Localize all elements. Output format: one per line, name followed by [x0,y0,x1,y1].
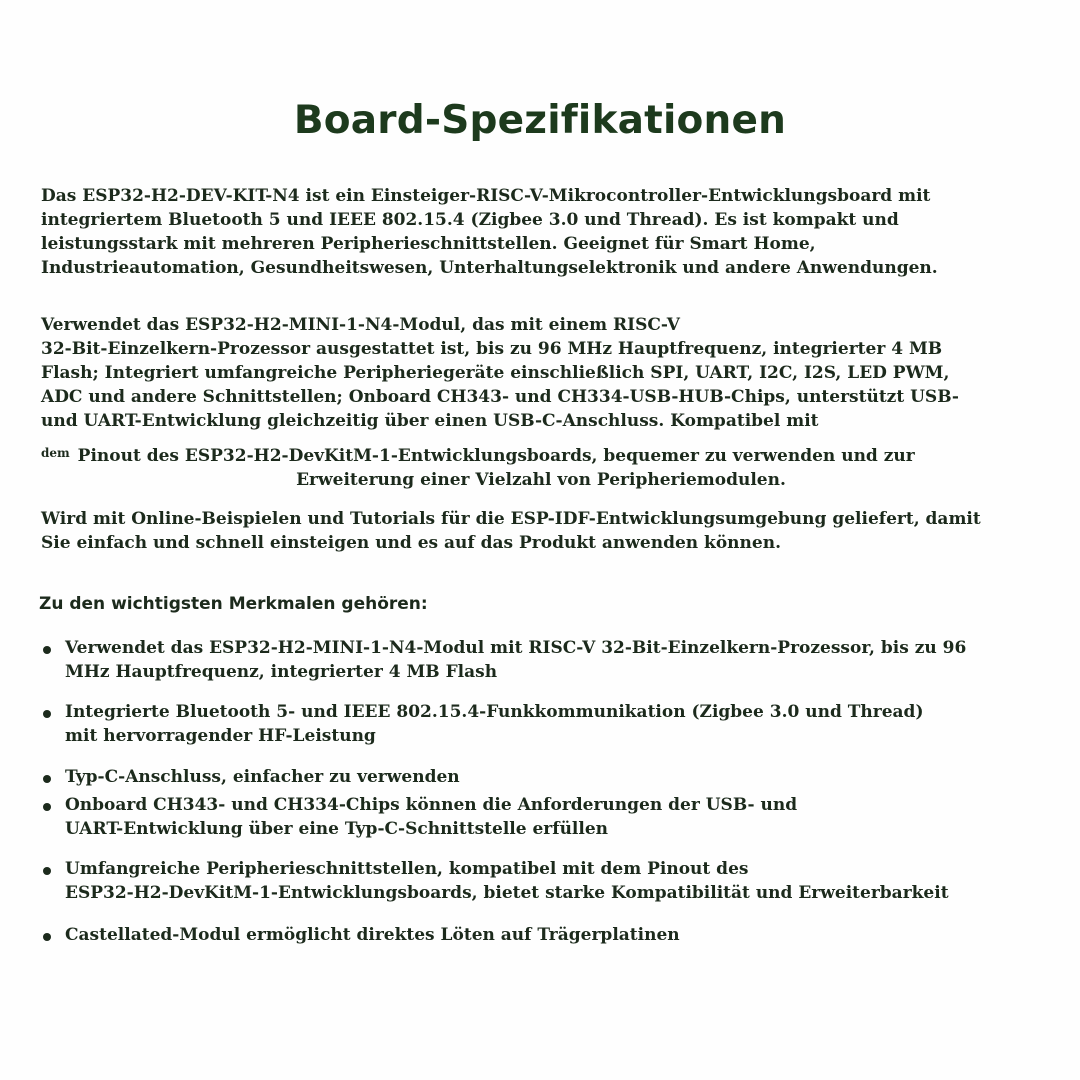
intro-paragraph [41,184,1051,280]
feature-line: Umfangreiche Peripherieschnittstellen, kompatibel mit dem Pinout des [65,859,749,879]
module-line: Verwendet das ESP32-H2-MINI-1-N4-Modul, das mit einem RISC-V [41,315,680,335]
module-line-centered: Erweiterung einer Vielzahl von Peripheriemodulen. [296,470,786,490]
tutorial-line: Wird mit Online-Beispielen und Tutorials für die ESP-IDF-Entwicklungsumgebung geliefert, damit [41,509,981,529]
module-line [41,441,1051,468]
bullet-icon [43,867,51,875]
feature-line: ESP32-H2-DevKitM-1-Entwicklungsboards, bietet starke Kompatibilität und Erweiterbarkeit [65,883,949,903]
page-title: Board-Spezifikationen [293,98,787,143]
intro-line: Das ESP32-H2-DEV-KIT-N4 ist ein Einsteiger-RISC-V-Mikrocontroller-Entwicklungsboard mit [41,186,931,206]
feature-line: Castellated-Modul ermöglicht direktes Löten auf Trägerplatinen [65,925,680,945]
bullet-icon [43,803,51,811]
feature-line: Verwendet das ESP32-H2-MINI-1-N4-Modul mit RISC-V 32-Bit-Einzelkern-Prozessor, bis zu 96 [65,638,967,658]
module-line: und UART-Entwicklung gleichzeitig über einen USB-C-Anschluss. Kompatibel mit [41,411,819,431]
tutorial-line: Sie einfach und schnell einsteigen und es auf das Produkt anwenden können. [41,533,781,553]
module-paragraph [41,313,1051,492]
bullet-icon [43,775,51,783]
feature-item [40,765,1060,789]
bullet-icon [43,710,51,718]
feature-line: Typ-C-Anschluss, einfacher zu verwenden [65,767,460,787]
feature-line: Onboard CH343- und CH334-Chips können die Anforderungen der USB- und [65,795,798,815]
feature-line: Integrierte Bluetooth 5- und IEEE 802.15.4-Funkkommunikation (Zigbee 3.0 und Thread) [65,702,924,722]
feature-item [40,636,1060,684]
small-word: dem [41,446,70,460]
module-line: Flash; Integriert umfangreiche Peripheriegeräte einschließlich SPI, UART, I2C, I2S, LED PWM, [41,363,950,383]
feature-item [40,793,1060,841]
intro-line: leistungsstark mit mehreren Peripherieschnittstellen. Geeignet für Smart Home, [41,234,816,254]
bullet-icon [43,646,51,654]
module-line-text: Pinout des ESP32-H2-DevKitM-1-Entwicklungsboards, bequemer zu verwenden und zur [77,446,915,466]
feature-line: mit hervorragender HF-Leistung [65,726,376,746]
tutorial-paragraph [41,507,1051,555]
feature-line: MHz Hauptfrequenz, integrierter 4 MB Flash [65,662,498,682]
feature-item [40,700,1060,748]
feature-item [40,923,1060,947]
bullet-icon [43,933,51,941]
intro-line: Industrieautomation, Gesundheitswesen, Unterhaltungselektronik und andere Anwendungen. [41,258,938,278]
module-line: ADC und andere Schnittstellen; Onboard CH343- und CH334-USB-HUB-Chips, unterstützt USB- [41,387,959,407]
intro-line: integriertem Bluetooth 5 und IEEE 802.15.4 (Zigbee 3.0 und Thread). Es ist kompakt und [41,210,899,230]
module-line: 32-Bit-Einzelkern-Prozessor ausgestattet ist, bis zu 96 MHz Hauptfrequenz, integrierter 4 MB [41,339,943,359]
feature-line: UART-Entwicklung über eine Typ-C-Schnittstelle erfüllen [65,819,609,839]
feature-item [40,857,1060,905]
features-heading: Zu den wichtigsten Merkmalen gehören: [39,594,428,614]
features-list [40,636,1060,947]
